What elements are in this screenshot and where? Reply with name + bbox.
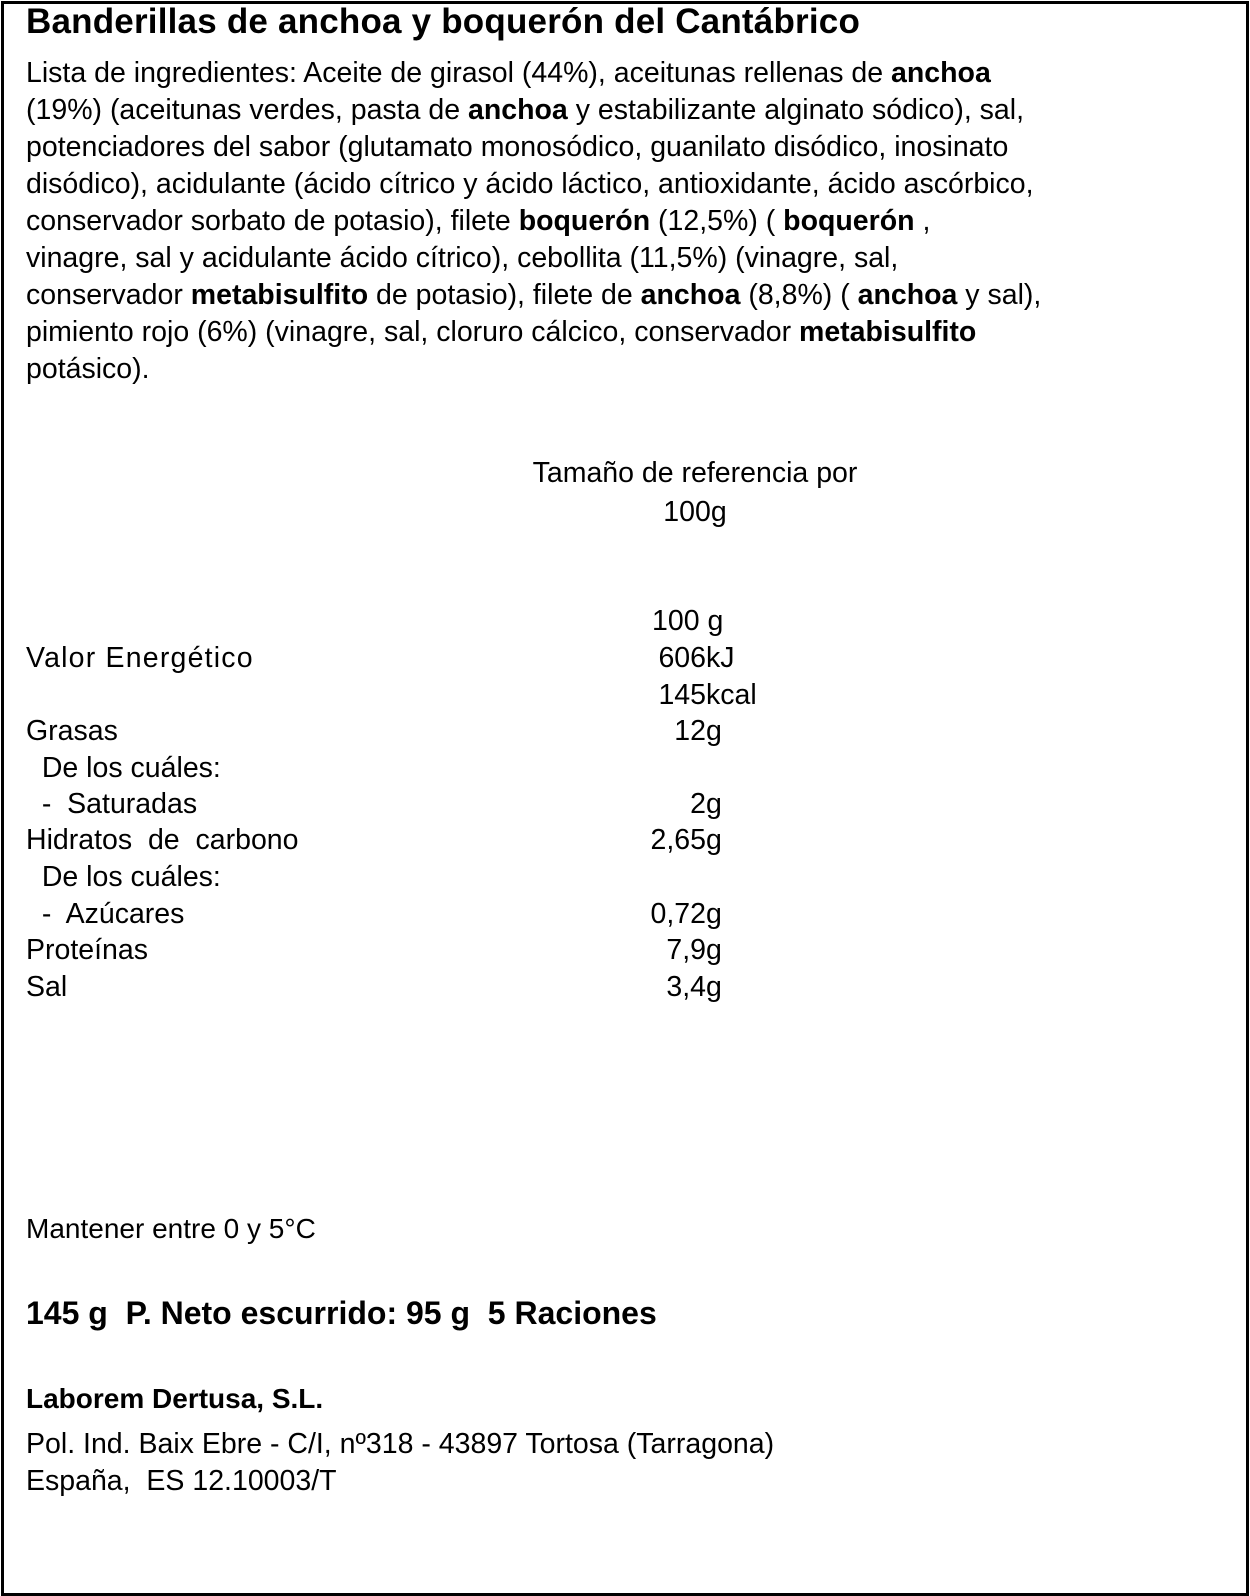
ingredients-line — [26, 166, 1226, 203]
ingredients-line — [26, 129, 1226, 166]
allergen-text: boquerón — [518, 205, 651, 237]
ingredients-line — [26, 351, 1226, 388]
ingredients-text: pimiento rojo (6%) (vinagre, sal, cloruro cálcico, conservador — [26, 316, 799, 348]
energy-kj-number: 606 — [658, 642, 706, 674]
nutrition-value-number: 7,9 — [666, 934, 706, 966]
ingredients-text: conservador — [26, 279, 191, 311]
energy-kcal-unit: kcal — [706, 679, 757, 711]
nutrition-row-value — [600, 714, 706, 748]
nutrition-value-number: 2 — [690, 788, 706, 820]
allergen-text: anchoa — [891, 57, 991, 89]
ingredients-text: disódico), acidulante (ácido cítrico y ácido láctico, antioxidante, ácido ascórbico, — [26, 168, 1034, 200]
energy-label-text: Valor Energético — [26, 642, 254, 674]
ingredients-text: de potasio), filete de — [368, 279, 641, 311]
nutrition-value-number: 0,72 — [650, 898, 706, 930]
ingredients-text: Lista de ingredientes: Aceite de girasol (44%), aceitunas rellenas de — [26, 57, 892, 89]
ingredients-line — [26, 55, 1226, 92]
ingredients-line — [26, 92, 1226, 129]
nutrition-row-label: - Azúcares — [26, 898, 185, 930]
nutrition-row-label: De los cuáles: — [26, 752, 221, 784]
ingredients-text: , — [914, 205, 931, 237]
allergen-text: anchoa — [857, 279, 958, 311]
energy-label — [26, 641, 254, 675]
product-title: Banderillas de anchoa y boquerón del Cantábrico — [26, 2, 861, 41]
nutrition-value-unit: g — [706, 824, 722, 856]
allergen-text: anchoa — [468, 94, 568, 126]
reference-size-line2: 100g — [663, 496, 727, 528]
ingredients-list — [26, 55, 1226, 388]
nutrition-row-label: Sal — [26, 971, 68, 1003]
allergen-text: metabisulfito — [798, 316, 977, 348]
nutrition-value-unit: g — [706, 788, 722, 820]
ingredients-line — [26, 240, 1226, 277]
nutrition-row-value — [600, 787, 706, 821]
nutrition-row-value — [600, 897, 706, 931]
nutrition-row-label: Hidratos de carbono — [26, 824, 299, 856]
company-name: Laborem Dertusa, S.L. — [26, 1383, 324, 1414]
energy-kj-value — [600, 641, 706, 675]
nutrition-row-value — [600, 823, 706, 857]
nutrition-value-unit: g — [706, 971, 722, 1003]
nutrition-row-label: Proteínas — [26, 934, 148, 966]
allergen-text: anchoa — [640, 279, 741, 311]
company-address — [26, 1426, 774, 1500]
ingredients-line — [26, 314, 1226, 351]
nutrition-value-number: 3,4 — [666, 971, 706, 1003]
ingredients-text: (19%) (aceitunas verdes, pasta de — [26, 94, 468, 126]
reference-size-line1: Tamaño de referencia por — [532, 457, 858, 489]
nutrition-value-unit: g — [706, 934, 722, 966]
nutrition-value-number: 2,65 — [650, 824, 706, 856]
nutrition-row-label: - Saturadas — [26, 788, 198, 820]
ingredients-text: y sal), — [957, 279, 1042, 311]
ingredients-line — [26, 203, 1226, 240]
nutrition-column-header: 100 g — [652, 605, 724, 637]
nutrition-row-value — [600, 970, 706, 1004]
allergen-text: boquerón — [783, 205, 915, 237]
nutrition-row-value — [600, 751, 706, 785]
ingredients-text: vinagre, sal y acidulante ácido cítrico), cebollita (11,5%) (vinagre, sal, — [26, 242, 899, 274]
allergen-text: metabisulfito — [190, 279, 369, 311]
address-line-2: España, ES 12.10003/T — [26, 1465, 337, 1497]
ingredients-text: conservador sorbato de potasio), filete — [26, 205, 519, 237]
ingredients-text: potenciadores del sabor (glutamato monosódico, guanilato disódico, inosinato — [26, 131, 1009, 163]
ingredients-text: (8,8%) ( — [740, 279, 858, 311]
nutrition-row-label: Grasas — [26, 715, 118, 747]
nutrition-value-number: 12 — [674, 715, 706, 747]
energy-kj-unit: kJ — [706, 642, 735, 674]
nutrition-row-value — [600, 933, 706, 967]
nutrition-value-unit: g — [706, 898, 722, 930]
nutrition-row-value — [600, 860, 706, 894]
address-line-1: Pol. Ind. Baix Ebre - C/I, nº318 - 43897 Tortosa (Tarragona) — [26, 1428, 775, 1460]
energy-kcal-value — [600, 678, 706, 712]
nutrition-row-label: De los cuáles: — [26, 861, 221, 893]
nutrition-value-unit: g — [706, 715, 722, 747]
storage-instructions: Mantener entre 0 y 5°C — [26, 1213, 316, 1244]
net-weight: 145 g P. Neto escurrido: 95 g 5 Raciones — [26, 1295, 657, 1331]
ingredients-text: (12,5%) ( — [650, 205, 784, 237]
ingredients-text: potásico). — [26, 353, 150, 385]
ingredients-line — [26, 277, 1226, 314]
ingredients-text: y estabilizante alginato sódico), sal, — [567, 94, 1025, 126]
energy-kcal-number: 145 — [658, 679, 706, 711]
